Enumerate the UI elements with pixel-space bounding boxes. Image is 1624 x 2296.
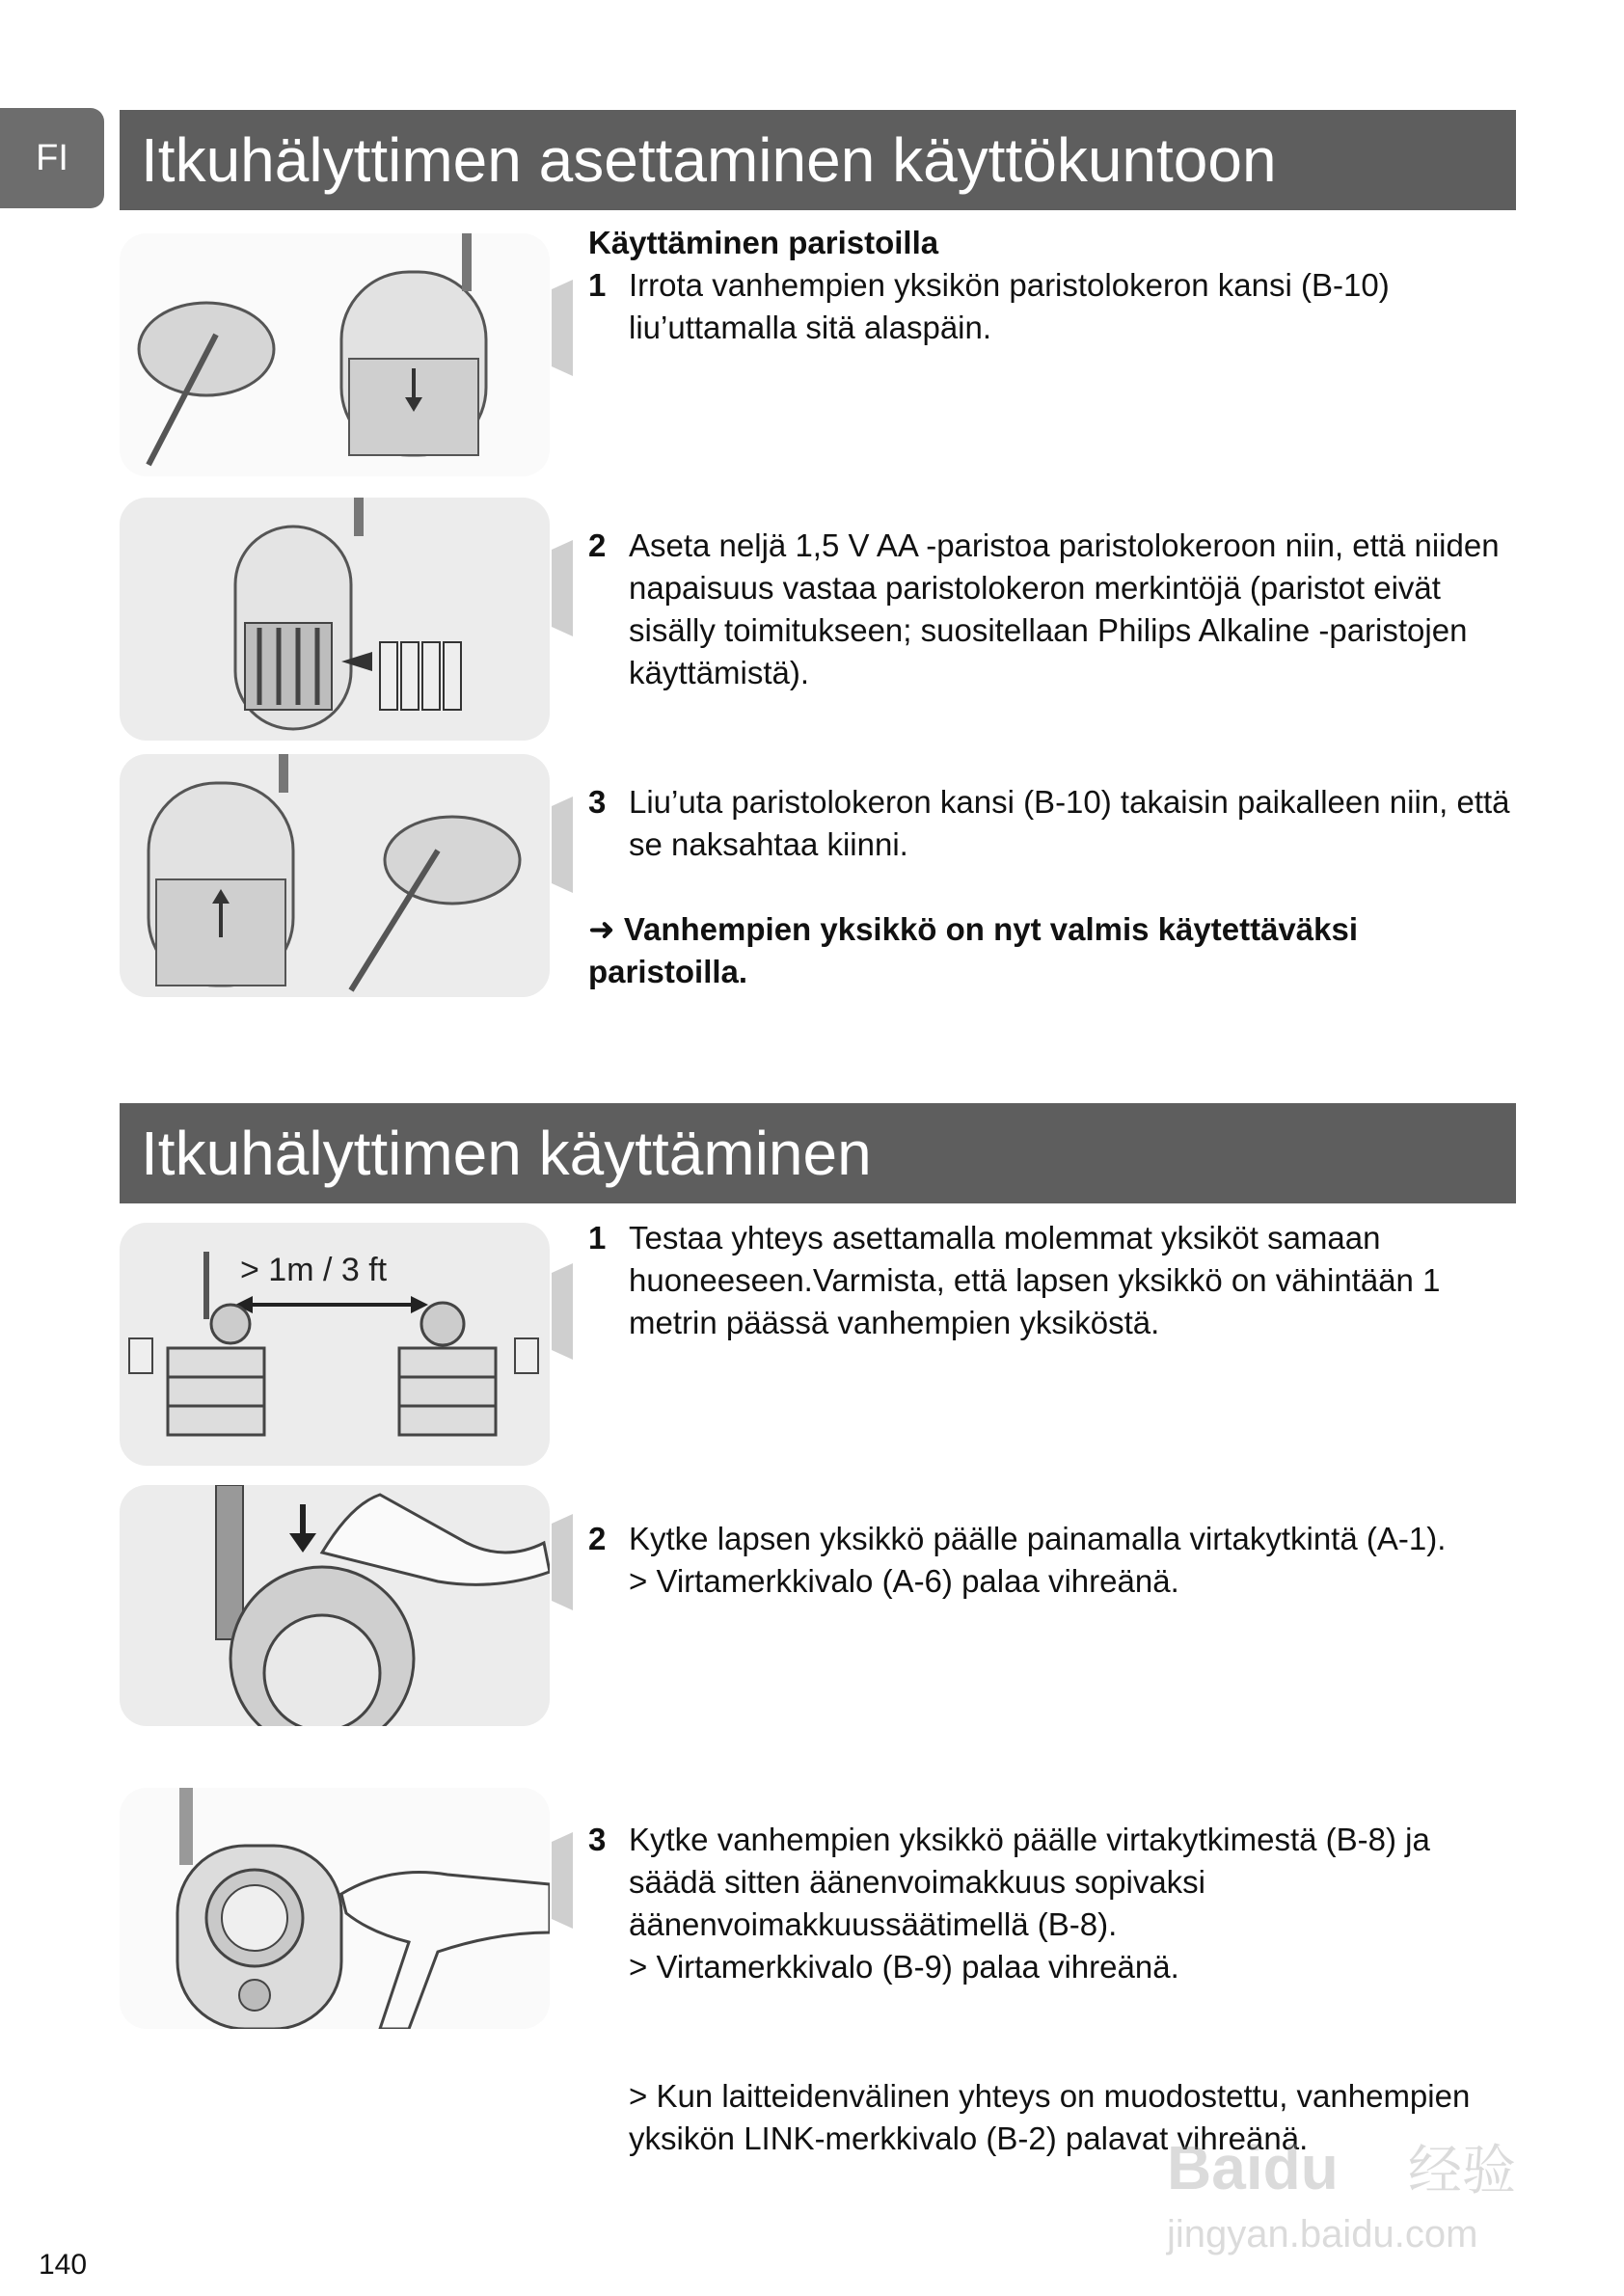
step-text: Liu’uta paristolokeron kansi (B-10) takaisin paikalleen niin, että se naksahtaa kiinni. [629, 784, 1510, 862]
step-number: 2 [588, 527, 607, 563]
baidu-logo-icon [1157, 2121, 1543, 2266]
baby-unit-power-drawing [120, 1485, 550, 1726]
illustration-distance-test [120, 1223, 550, 1466]
step-subnote: > Virtamerkkivalo (B-9) palaa vihreänä. [629, 1949, 1179, 1985]
step-number: 1 [588, 1220, 607, 1256]
section1-step1 [588, 222, 1514, 349]
section2-step1 [588, 1217, 1514, 1344]
step-text: Testaa yhteys asettamalla molemmat yksiköt samaan huoneeseen.Varmista, että lapsen yksikkö on vähintään 1 metrin päässä vanhempien yksiköstä. [629, 1220, 1441, 1340]
baidu-watermark [1157, 2121, 1543, 2266]
page-number: 140 [39, 2249, 88, 2281]
subheading-battery-use: Käyttäminen paristoilla [588, 225, 939, 260]
language-tab: FI [0, 108, 104, 208]
distance-label: > 1m / 3 ft [240, 1252, 388, 1288]
step-text: Kytke vanhempien yksikkö päälle virtakytkimestä (B-8) ja säädä sitten äänenvoimakkuus sopivaksi äänenvoimakkuussäätimellä (B-8). [629, 1822, 1430, 1942]
watermark-chinese: 经验 [1408, 2140, 1516, 2202]
parent-unit-power-drawing [120, 1788, 550, 2029]
step-text: Irrota vanhempien yksikön paristolokeron kansi (B-10) liu’uttamalla sitä alaspäin. [629, 267, 1390, 345]
section1-step2 [588, 525, 1514, 694]
distance-test-drawing [120, 1223, 550, 1466]
link-light-note: > Kun laitteidenvälinen yhteys on muodostettu, vanhempien yksikön LINK-merkkivalo (B-2) palavat vihreänä. [629, 2078, 1471, 2156]
pointer-wedge [552, 540, 573, 636]
section2-step2 [588, 1518, 1514, 1603]
pointer-wedge [552, 280, 573, 376]
section-title-setup: Itkuhälyttimen asettaminen käyttökuntoon [120, 110, 1516, 210]
section2-step3 [588, 1819, 1514, 1988]
step-subnote: > Virtamerkkivalo (A-6) palaa vihreänä. [629, 1563, 1179, 1599]
illustration-remove-battery-cover [120, 233, 550, 476]
pointer-wedge [552, 1832, 573, 1929]
watermark-url: jingyan.baidu.com [1167, 2213, 1478, 2255]
pointer-wedge [552, 797, 573, 893]
result-note: ➜ Vanhempien yksikkö on nyt valmis käytettäväksi paristoilla. [588, 911, 1359, 989]
step-number: 3 [588, 784, 607, 820]
pointer-wedge [552, 1514, 573, 1610]
section1-step3 [588, 781, 1514, 866]
step-number: 2 [588, 1521, 607, 1556]
illustration-replace-battery-cover [120, 754, 550, 997]
watermark-brand: Baidu [1167, 2133, 1339, 2202]
pointer-wedge [552, 1263, 573, 1360]
step-number: 1 [588, 267, 607, 303]
step-number: 3 [588, 1822, 607, 1857]
step-text: Aseta neljä 1,5 V AA -paristoa paristolokeroon niin, että niiden napaisuus vastaa paristolokeron merkintöjä (paristot eivät sisälly toimitukseen; suositellaan Philips Alkaline -paristojen käyttämistä). [629, 527, 1500, 690]
section-title-usage: Itkuhälyttimen käyttäminen [120, 1103, 1516, 1203]
illustration-baby-unit-power [120, 1485, 550, 1726]
illustration-parent-unit-power [120, 1788, 550, 2029]
illustration-insert-batteries [120, 498, 550, 741]
battery-cover-replace-drawing [120, 754, 550, 997]
step-text: Kytke lapsen yksikkö päälle painamalla virtakytkintä (A-1). [629, 1521, 1447, 1556]
battery-cover-remove-drawing [120, 233, 550, 476]
insert-batteries-drawing [120, 498, 550, 741]
